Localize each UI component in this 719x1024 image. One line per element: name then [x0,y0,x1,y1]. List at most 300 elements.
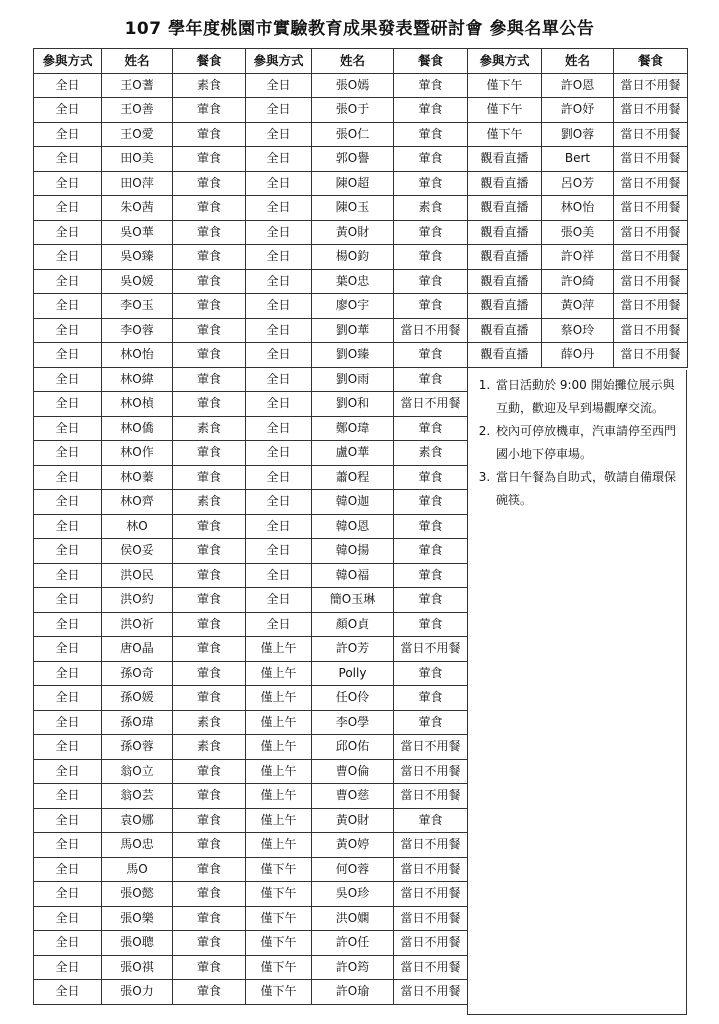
name-cell: 李O蓉 [102,318,173,343]
table-row [34,490,246,515]
table-row [246,857,468,882]
meal-cell: 當日不用餐 [614,122,688,147]
name-cell: 黃O婷 [312,833,394,858]
name-cell: 韓O福 [312,563,394,588]
table-row [34,220,246,245]
participation-cell: 全日 [34,122,102,147]
name-cell: 洪O約 [102,588,173,613]
table-row [34,269,246,294]
table-row [34,906,246,931]
name-cell: 林O齊 [102,490,173,515]
participation-cell: 僅下午 [468,73,542,98]
meal-cell: 素食 [394,441,468,466]
meal-cell: 葷食 [173,955,246,980]
name-cell: 韓O揚 [312,539,394,564]
participation-cell: 全日 [34,245,102,270]
participation-cell: 僅下午 [246,906,312,931]
table-row [468,318,688,343]
meal-cell: 當日不用餐 [394,759,468,784]
name-cell: 洪O嫻 [312,906,394,931]
participation-cell: 僅上午 [246,784,312,809]
name-cell: 吳O華 [102,220,173,245]
participation-cell: 觀看直播 [468,318,542,343]
name-cell: 林O怡 [542,196,614,221]
meal-cell: 當日不用餐 [394,637,468,662]
name-cell: 林O緯 [102,367,173,392]
table-row [34,416,246,441]
meal-cell: 當日不用餐 [614,343,688,368]
name-cell: 吳O臻 [102,245,173,270]
table-row [246,637,468,662]
meal-cell: 葷食 [173,906,246,931]
table-row [246,318,468,343]
meal-cell: 素食 [173,710,246,735]
table-row [246,171,468,196]
table-row [246,808,468,833]
meal-cell: 葷食 [173,245,246,270]
table-row [34,318,246,343]
participation-cell: 僅下午 [468,98,542,123]
meal-cell: 葷食 [394,220,468,245]
table-row [468,98,688,123]
meal-cell: 葷食 [173,980,246,1005]
meal-cell: 葷食 [394,661,468,686]
meal-cell: 葷食 [173,784,246,809]
name-cell: 林O作 [102,441,173,466]
meal-cell: 葷食 [394,686,468,711]
name-cell: 張O于 [312,98,394,123]
table-row [246,686,468,711]
name-cell: Bert [542,147,614,172]
participation-cell: 全日 [246,490,312,515]
participation-cell: 全日 [34,98,102,123]
participation-cell: 全日 [34,759,102,784]
participation-cell: 全日 [34,490,102,515]
table-row [246,784,468,809]
participation-cell: 僅上午 [246,808,312,833]
meal-cell: 素食 [173,416,246,441]
participation-cell: 僅上午 [246,735,312,760]
name-cell: 許O妤 [542,98,614,123]
table-row [34,122,246,147]
participation-cell: 全日 [34,808,102,833]
participation-cell: 全日 [34,196,102,221]
name-cell: 盧O華 [312,441,394,466]
meal-cell: 葷食 [394,416,468,441]
participation-cell: 全日 [246,269,312,294]
table-row [246,514,468,539]
meal-cell: 葷食 [394,269,468,294]
meal-cell: 葷食 [173,588,246,613]
meal-cell: 當日不用餐 [614,147,688,172]
header-name: 姓名 [102,49,173,74]
name-cell: 李O學 [312,710,394,735]
table-row [34,759,246,784]
meal-cell: 素食 [173,735,246,760]
table-header-row [34,49,246,74]
table-row [34,465,246,490]
meal-cell: 葷食 [173,269,246,294]
table-row [246,833,468,858]
participation-cell: 僅下午 [468,122,542,147]
table-row [246,196,468,221]
table-row [468,220,688,245]
meal-cell: 葷食 [394,294,468,319]
table-row [246,563,468,588]
participation-cell: 觀看直播 [468,343,542,368]
meal-cell: 葷食 [394,514,468,539]
meal-cell: 葷食 [394,465,468,490]
participation-cell: 觀看直播 [468,220,542,245]
participation-cell: 全日 [34,906,102,931]
participation-cell: 全日 [246,220,312,245]
table-row [468,122,688,147]
name-cell: 洪O民 [102,563,173,588]
meal-cell: 葷食 [394,147,468,172]
name-cell: 廖O宇 [312,294,394,319]
participation-cell: 全日 [246,367,312,392]
participation-cell: 全日 [34,637,102,662]
table-row [246,343,468,368]
participation-cell: 全日 [34,710,102,735]
meal-cell: 葷食 [173,343,246,368]
table-row [246,735,468,760]
participation-cell: 觀看直播 [468,269,542,294]
name-cell: 唐O晶 [102,637,173,662]
participation-cell: 全日 [34,514,102,539]
meal-cell: 葷食 [173,882,246,907]
participation-cell: 僅上午 [246,710,312,735]
table-row [246,245,468,270]
participation-cell: 全日 [34,416,102,441]
meal-cell: 當日不用餐 [394,882,468,907]
meal-cell: 葷食 [173,563,246,588]
meal-cell: 葷食 [394,808,468,833]
meal-cell: 葷食 [173,465,246,490]
meal-cell: 當日不用餐 [394,931,468,956]
table-row [34,833,246,858]
meal-cell: 葷食 [173,686,246,711]
meal-cell: 葷食 [173,514,246,539]
participation-cell: 全日 [246,416,312,441]
participation-cell: 全日 [34,465,102,490]
meal-cell: 當日不用餐 [614,73,688,98]
name-cell: 韓O恩 [312,514,394,539]
header-participation: 參與方式 [468,49,542,74]
name-cell: 林O僑 [102,416,173,441]
table-row [246,759,468,784]
table-row [246,882,468,907]
meal-cell: 素食 [173,73,246,98]
meal-cell: 葷食 [173,637,246,662]
table-row [468,343,688,368]
meal-cell: 葷食 [394,490,468,515]
meal-cell: 葷食 [173,367,246,392]
participation-cell: 全日 [246,73,312,98]
participation-cell: 全日 [246,563,312,588]
table-row [34,661,246,686]
name-cell: 張O力 [102,980,173,1005]
name-cell: 許O筠 [312,955,394,980]
meal-cell: 葷食 [173,392,246,417]
participation-cell: 全日 [246,612,312,637]
participation-cell: 全日 [246,318,312,343]
participation-cell: 全日 [34,588,102,613]
table-row [34,612,246,637]
participant-table-1 [33,48,246,1005]
participation-cell: 全日 [34,392,102,417]
participation-cell: 全日 [34,612,102,637]
participation-cell: 全日 [34,343,102,368]
participation-cell: 全日 [34,661,102,686]
table-row [246,367,468,392]
meal-cell: 葷食 [394,563,468,588]
table-row [34,98,246,123]
participation-cell: 全日 [246,147,312,172]
table-row [34,196,246,221]
table-row [34,980,246,1005]
meal-cell: 當日不用餐 [394,784,468,809]
participation-cell: 全日 [34,318,102,343]
participation-cell: 全日 [246,514,312,539]
header-participation: 參與方式 [246,49,312,74]
participation-cell: 全日 [246,294,312,319]
meal-cell: 葷食 [173,833,246,858]
name-cell: 林O怡 [102,343,173,368]
participation-cell: 僅下午 [246,931,312,956]
table-row [468,269,688,294]
participation-cell: 觀看直播 [468,245,542,270]
participation-cell: 全日 [246,245,312,270]
participation-cell: 全日 [34,686,102,711]
table-row [468,171,688,196]
meal-cell: 葷食 [394,343,468,368]
table-row [246,661,468,686]
meal-cell: 當日不用餐 [614,245,688,270]
table-row [468,245,688,270]
meal-cell: 當日不用餐 [394,857,468,882]
name-cell: 林O楨 [102,392,173,417]
table-row [34,514,246,539]
table-header-row [246,49,468,74]
participation-cell: 全日 [34,147,102,172]
table-row [246,539,468,564]
meal-cell: 當日不用餐 [614,98,688,123]
name-cell: 王O愛 [102,122,173,147]
meal-cell: 當日不用餐 [394,833,468,858]
participation-cell: 觀看直播 [468,294,542,319]
table-row [34,367,246,392]
meal-cell: 葷食 [394,73,468,98]
name-cell: 吳O媛 [102,269,173,294]
participation-cell: 僅上午 [246,637,312,662]
table-row [34,931,246,956]
name-cell: 薛O丹 [542,343,614,368]
participation-cell: 全日 [246,539,312,564]
table-row [246,98,468,123]
name-cell: 翁O芸 [102,784,173,809]
name-cell: 朱O茜 [102,196,173,221]
participation-cell: 全日 [34,857,102,882]
note-item: 1. 當日活動於 9:00 開始攤位展示與互動，歡迎及早到場觀摩交流。 [494,374,676,420]
table-row [246,931,468,956]
participation-cell: 僅上午 [246,661,312,686]
participation-cell: 全日 [34,735,102,760]
name-cell: 何O蓉 [312,857,394,882]
name-cell: 劉O和 [312,392,394,417]
participation-cell: 觀看直播 [468,196,542,221]
participation-cell: 全日 [34,563,102,588]
meal-cell: 葷食 [173,931,246,956]
participation-cell: 全日 [34,539,102,564]
meal-cell: 當日不用餐 [394,980,468,1005]
table-header-row [468,49,688,74]
name-cell: 張O嫣 [312,73,394,98]
meal-cell: 當日不用餐 [614,269,688,294]
table-row [34,441,246,466]
name-cell: 洪O祈 [102,612,173,637]
participation-cell: 全日 [34,980,102,1005]
meal-cell: 葷食 [173,441,246,466]
table-row [246,416,468,441]
name-cell: 許O瑜 [312,980,394,1005]
participation-cell: 僅下午 [246,882,312,907]
name-cell: 黃O財 [312,808,394,833]
meal-cell: 當日不用餐 [614,318,688,343]
participation-cell: 僅下午 [246,955,312,980]
name-cell: 張O仁 [312,122,394,147]
table-row [34,857,246,882]
meal-cell: 葷食 [394,539,468,564]
meal-cell: 葷食 [173,220,246,245]
meal-cell: 葷食 [173,759,246,784]
meal-cell: 葷食 [173,612,246,637]
meal-cell: 葷食 [173,196,246,221]
name-cell: 曹O倫 [312,759,394,784]
name-cell: 蕭O程 [312,465,394,490]
name-cell: 張O祺 [102,955,173,980]
participation-cell: 全日 [246,196,312,221]
name-cell: 劉O臻 [312,343,394,368]
table-row [246,490,468,515]
participation-cell: 僅上午 [246,686,312,711]
table-row [246,955,468,980]
participation-cell: 觀看直播 [468,171,542,196]
header-meal: 餐食 [614,49,688,74]
table-row [246,612,468,637]
meal-cell: 當日不用餐 [394,955,468,980]
table-row [246,220,468,245]
name-cell: 曹O慈 [312,784,394,809]
table-row [468,196,688,221]
table-row [246,147,468,172]
name-cell: 許O祥 [542,245,614,270]
name-cell: 簡O玉琳 [312,588,394,613]
participation-cell: 全日 [34,784,102,809]
participation-cell: 全日 [34,269,102,294]
meal-cell: 當日不用餐 [614,196,688,221]
participation-cell: 全日 [34,171,102,196]
name-cell: 張O樂 [102,906,173,931]
table-row [34,588,246,613]
table-row [34,710,246,735]
meal-cell: 葷食 [173,147,246,172]
table-row [34,686,246,711]
participation-cell: 全日 [34,73,102,98]
notes-panel [467,370,687,1015]
name-cell: 許O恩 [542,73,614,98]
name-cell: 林O [102,514,173,539]
table-row [246,710,468,735]
participation-cell: 全日 [34,367,102,392]
header-name: 姓名 [542,49,614,74]
table-row [34,73,246,98]
name-cell: 馬O [102,857,173,882]
meal-cell: 葷食 [173,661,246,686]
name-cell: Polly [312,661,394,686]
participation-cell: 全日 [246,465,312,490]
participation-cell: 全日 [246,122,312,147]
name-cell: 鄭O瑋 [312,416,394,441]
meal-cell: 當日不用餐 [394,392,468,417]
table-row [246,269,468,294]
participation-cell: 僅下午 [246,980,312,1005]
participation-cell: 全日 [246,441,312,466]
meal-cell: 當日不用餐 [394,318,468,343]
name-cell: 田O美 [102,147,173,172]
meal-cell: 葷食 [394,245,468,270]
name-cell: 邱O佑 [312,735,394,760]
meal-cell: 葷食 [394,122,468,147]
header-meal: 餐食 [394,49,468,74]
name-cell: 葉O忠 [312,269,394,294]
table-row [34,784,246,809]
meal-cell: 素食 [394,196,468,221]
meal-cell: 當日不用餐 [614,220,688,245]
name-cell: 韓O迦 [312,490,394,515]
table-row [246,441,468,466]
participation-cell: 全日 [34,220,102,245]
table-row [34,392,246,417]
name-cell: 孫O瑋 [102,710,173,735]
table-row [34,563,246,588]
table-row [246,980,468,1005]
meal-cell: 當日不用餐 [394,906,468,931]
table-row [468,147,688,172]
meal-cell: 葷食 [173,539,246,564]
participation-cell: 全日 [246,588,312,613]
meal-cell: 當日不用餐 [394,735,468,760]
meal-cell: 葷食 [173,808,246,833]
table-row [34,294,246,319]
name-cell: 陳O超 [312,171,394,196]
page-title: 107 學年度桃園市實驗教育成果發表暨研討會 參與名單公告 [124,19,595,39]
participation-cell: 全日 [246,343,312,368]
meal-cell: 當日不用餐 [614,171,688,196]
meal-cell: 葷食 [394,710,468,735]
table-row [34,343,246,368]
name-cell: 吳O珍 [312,882,394,907]
meal-cell: 葷食 [394,588,468,613]
meal-cell: 當日不用餐 [614,294,688,319]
participation-cell: 全日 [246,98,312,123]
name-cell: 王O善 [102,98,173,123]
name-cell: 許O任 [312,931,394,956]
meal-cell: 葷食 [394,171,468,196]
table-row [34,955,246,980]
name-cell: 陳O玉 [312,196,394,221]
participation-cell: 全日 [34,441,102,466]
